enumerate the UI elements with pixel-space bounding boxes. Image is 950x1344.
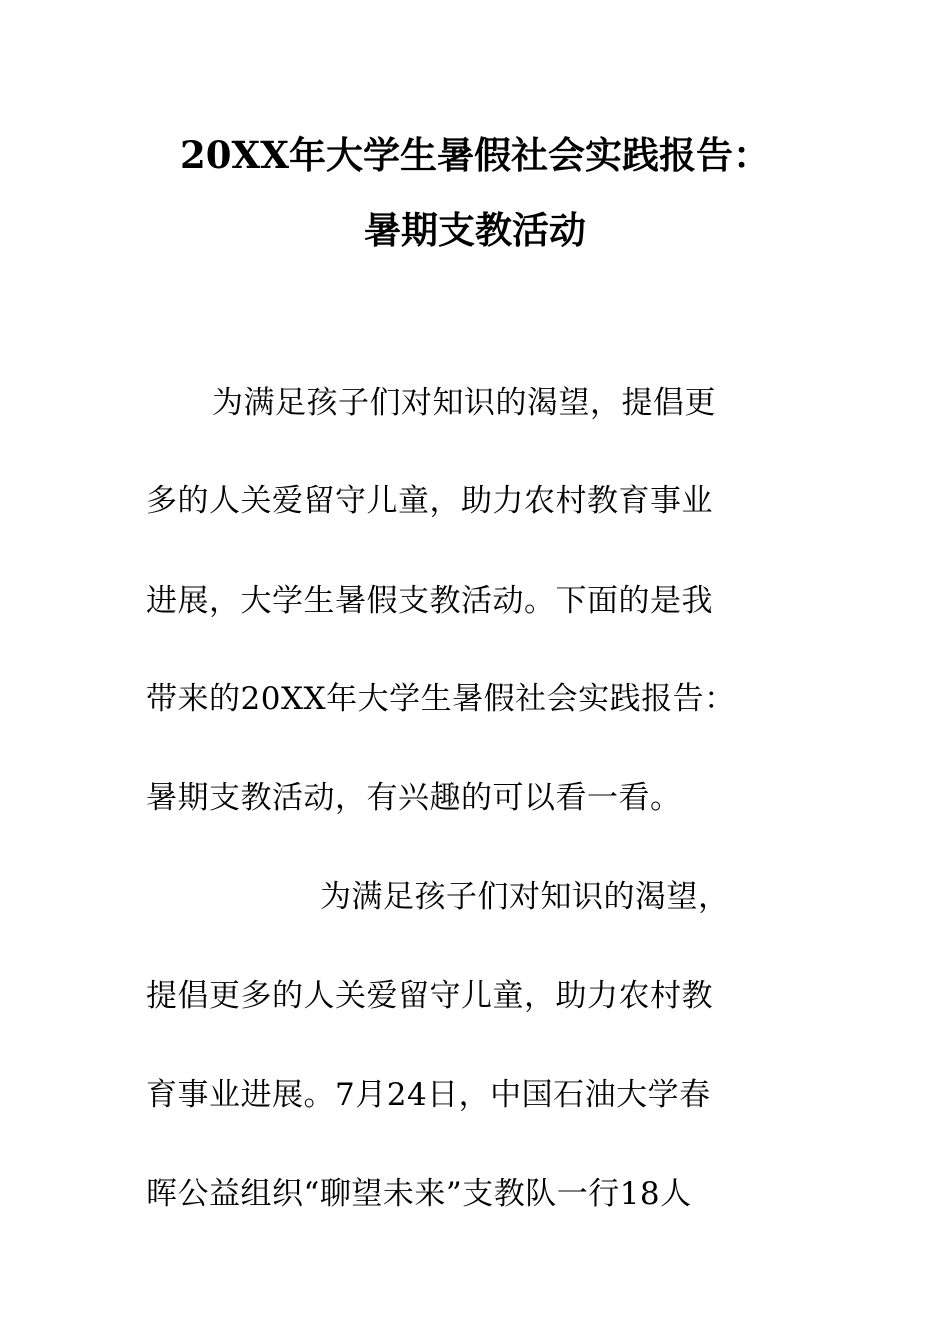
paragraph-line-4: 带来的20XX年大学生暑假社会实践报告：	[146, 681, 736, 717]
paragraph-line-1: 为满足孩子们对知识的渴望，提倡更	[212, 385, 716, 421]
paragraph-line-7: 提倡更多的人关爱留守儿童，助力农村教	[146, 978, 713, 1014]
document-title-line-1: 20XX年大学生暑假社会实践报告：	[180, 133, 770, 177]
paragraph-line-8: 育事业进展。7月24日，中国石油大学春	[146, 1077, 711, 1113]
paragraph-line-5: 暑期支教活动，有兴趣的可以看一看。	[146, 780, 682, 816]
paragraph-line-2: 多的人关爱留守儿童，助力农村教育事业	[146, 483, 713, 519]
paragraph-line-9: 晖公益组织“聊望未来”支教队一行18人	[146, 1176, 692, 1212]
document-title-line-2: 暑期支教活动	[364, 208, 586, 252]
paragraph-line-3: 进展，大学生暑假支教活动。下面的是我	[146, 583, 713, 619]
paragraph-line-6: 为满足孩子们对知识的渴望，	[320, 879, 730, 915]
